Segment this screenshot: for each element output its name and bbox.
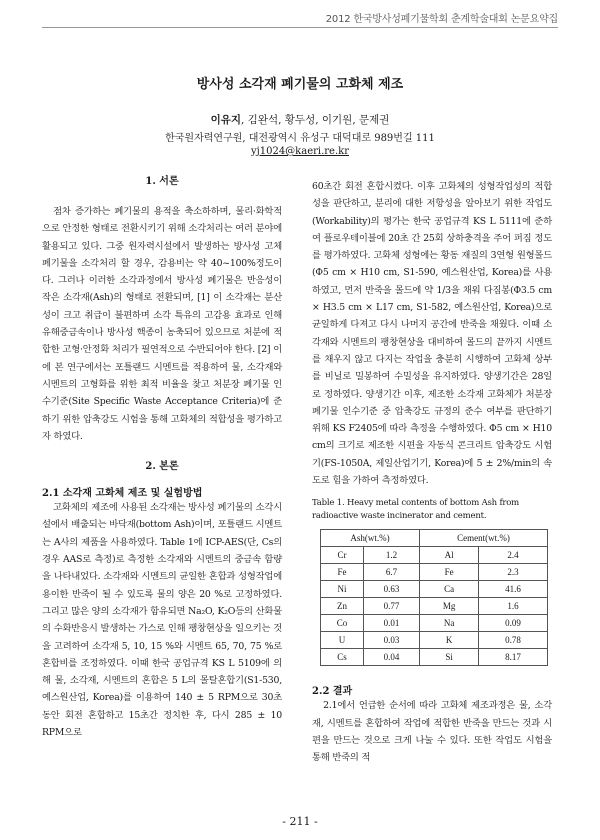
table-cell: 6.7 bbox=[364, 564, 420, 581]
email bbox=[0, 146, 600, 157]
table-cell: Fe bbox=[321, 564, 364, 581]
table-cell: Ca bbox=[420, 581, 479, 598]
table-cell: 0.01 bbox=[364, 615, 420, 632]
table-cell: Cr bbox=[321, 547, 364, 564]
table-cell: 0.09 bbox=[479, 615, 548, 632]
table-row bbox=[321, 649, 548, 666]
intro-paragraph: 점차 증가하는 폐기물의 용적을 축소하하며, 물리·화학적으로 안정한 형태로 전환시키기 위해 소각처리는 여러 분야에 활용되고 있다. 그중 원자력시설에서 발생하는 방사성 고체 폐기물을 소각처리 할 경우, 감용비는 약 40~100%정도이다. 그러나 이러한 소각과정에서 방사성 폐기물은 반응성이 작은 소각재(Ash)의 형태로 전환되며, [1] 이 소각재는 분산성이 크고 취급이 불편하며 소각 특유의 고감용 효과로 인해 유해중금속이나 방사성 핵종이 농축되어 있으므로 처분에 적합한 고형·안정화 처리가 필연적으로 수반되어야 한다. [2] 이에 본 연구에서는 포틀랜드 시멘트를 적용하여 물, 소각재와 시멘트의 고형화를 위한 최적 비율을 찾고 처분장 폐기물 인수기준(Site Specific Waste Acceptance Criteria)에 준하기 위한 압축강도 시험을 통해 고화체의 적합성을 평가하고자 하였다. bbox=[42, 206, 282, 442]
table-cell: U bbox=[321, 632, 364, 649]
affiliation: 한국원자력연구원, 대전광역시 유성구 대덕대로 989번길 111 bbox=[165, 133, 435, 144]
running-header: 2012 한국방사성폐기물학회 춘계학술대회 논문요약집 bbox=[325, 14, 558, 25]
authors bbox=[0, 112, 600, 127]
table-cell: Si bbox=[420, 649, 479, 666]
right-column bbox=[312, 178, 552, 767]
table-cell: 8.17 bbox=[479, 649, 548, 666]
table-cell: Ni bbox=[321, 581, 364, 598]
paper-title: 방사성 소각재 폐기물의 고화체 제조 bbox=[196, 77, 404, 92]
table-cell: Co bbox=[321, 615, 364, 632]
table-cell: 0.04 bbox=[364, 649, 420, 666]
table-cell: 0.77 bbox=[364, 598, 420, 615]
table-cell: 0.03 bbox=[364, 632, 420, 649]
table-row bbox=[321, 564, 548, 581]
table-cell: Al bbox=[420, 547, 479, 564]
left-column bbox=[42, 172, 282, 741]
table-header-cement: Cement(wt.%) bbox=[420, 530, 548, 547]
subsection-heading-method: 2.1 소각재 고화체 제조 및 실험방법 bbox=[42, 488, 203, 500]
table-cell: Fe bbox=[420, 564, 479, 581]
table-row bbox=[321, 598, 548, 615]
method-paragraph-cont: 60초간 회전 혼합시켰다. 이후 고화체의 성형작업성의 적합성을 판단하고, 분리에 대한 저항성을 알아보기 위한 작업도(Workability)의 평가는 한국 공업규격 KS L 5111에 준하여 플로우테이블에 20초 간 25회 상하충격을 주어 퍼짐 정도를 평가하였다. 고화체 성형에는 황동 재질의 3연형 원형몰드(Φ5 cm × H10 cm, S1-590, 예스원산업, Korea)를 사용하였고, 먼저 반죽을 몰드에 약 1/3을 채워 다짐봉(Φ3.5 cm × H3.5 cm × L17 cm, S1-582, 예스원산업, Korea)으로 균일하게 다져고 다시 나머지 공간에 반죽을 채웠다. 이때 소각재와 시멘트의 팽창현상을 대비하여 몰드의 끝까지 시멘트를 채우지 않고 다지는 작업을 충분히 시행하여 고화체 상부를 비닐로 밀봉하여 수밀성을 유지하였다. 양생기간은 28일로 정하였다. 양생기간 이후, 제조한 소각재 고화체가 처분장 폐기물 인수기준 중 압축강도 규정의 준수 여부를 판단하기 위해 KS F2405에 따라 측정을 수행하였다. Φ5 cm × H10 cm의 크기로 제조한 시편을 자동식 콘크리트 압축강도 시험기(FS-1050A, 제일산업기기, Korea)에 5 ± 2%/min의 속도로 힘을 가하여 측정하였다. bbox=[312, 181, 552, 487]
table-row bbox=[321, 632, 548, 649]
email-link[interactable]: yj1024@kaeri.re.kr bbox=[250, 146, 349, 157]
table-cell: Mg bbox=[420, 598, 479, 615]
results-paragraph: 2.1에서 언급한 순서에 따라 고화체 제조과정은 물, 소각재, 시멘트를 혼합하여 작업에 적합한 반죽을 만드는 것과 시편을 만드는 것으로 크게 나눌 수 있다. 또한 작업도 시험을 통해 반죽의 적 bbox=[312, 700, 552, 764]
page-number: - 211 - bbox=[282, 815, 318, 828]
table-cell: 0.63 bbox=[364, 581, 420, 598]
section-heading-body: 2. 본론 bbox=[145, 461, 179, 473]
table-cell: 2.4 bbox=[479, 547, 548, 564]
table-row bbox=[321, 547, 548, 564]
first-author: 이유지 bbox=[210, 114, 241, 126]
table-header-ash: Ash(wt.%) bbox=[321, 530, 420, 547]
header-rule bbox=[42, 27, 558, 28]
table-cell: 41.6 bbox=[479, 581, 548, 598]
table-cell: K bbox=[420, 632, 479, 649]
table-cell: 0.78 bbox=[479, 632, 548, 649]
table-cell: Zn bbox=[321, 598, 364, 615]
table-cell: Na bbox=[420, 615, 479, 632]
heavy-metal-table bbox=[320, 529, 548, 666]
section-heading-intro: 1. 서론 bbox=[145, 176, 179, 187]
table-cell: 2.3 bbox=[479, 564, 548, 581]
co-authors: , 김완석, 황두성, 이기원, 문제권 bbox=[241, 114, 390, 126]
table-caption: Table 1. Heavy metal contents of bottom Ash from radioactive waste incinerator and cement. bbox=[312, 498, 520, 522]
table-row bbox=[321, 615, 548, 632]
table-cell: 1.2 bbox=[364, 547, 420, 564]
table-row bbox=[321, 581, 548, 598]
subsection-heading-results: 2.2 결과 bbox=[312, 686, 353, 698]
method-paragraph: 고화체의 제조에 사용된 소각재는 방사성 폐기물의 소각시설에서 배출되는 바닥재(bottom Ash)이며, 포틀랜드 시멘트는 A사의 제품을 사용하였다. Table 1에 ICP-AES(단, Cs의 경우 AAS로 측정)로 측정한 소각재와 시멘트의 중금속 함량을 나타내었다. 소각재와 시멘트의 균일한 혼합과 성형작업에 용이한 반죽이 될 수 있도록 물의 양은 20 %로 고정하였다. 그리고 많은 양의 소각재가 함유되면 Na₂O, K₂O등의 산화물의 수화반응시 발생하는 가스로 인해 팽창현상을 일으키는 것을 고려하여 소각재 5, 10, 15 %와 시멘트 65, 70, 75 %로 혼합비를 조정하였다. 이때 한국 공업규격 KS L 5109에 의해 물, 소각재, 시멘트의 혼합은 5 L의 몰탈혼합기(S1-530, 예스원산업, Korea)를 이용하여 140 ± 5 RPM으로 30초 동안 회전 혼합하고 15초간 정치한 후, 다시 285 ± 10 RPM으로 bbox=[42, 502, 282, 739]
table-cell: Cs bbox=[321, 649, 364, 666]
table-cell: 1.6 bbox=[479, 598, 548, 615]
